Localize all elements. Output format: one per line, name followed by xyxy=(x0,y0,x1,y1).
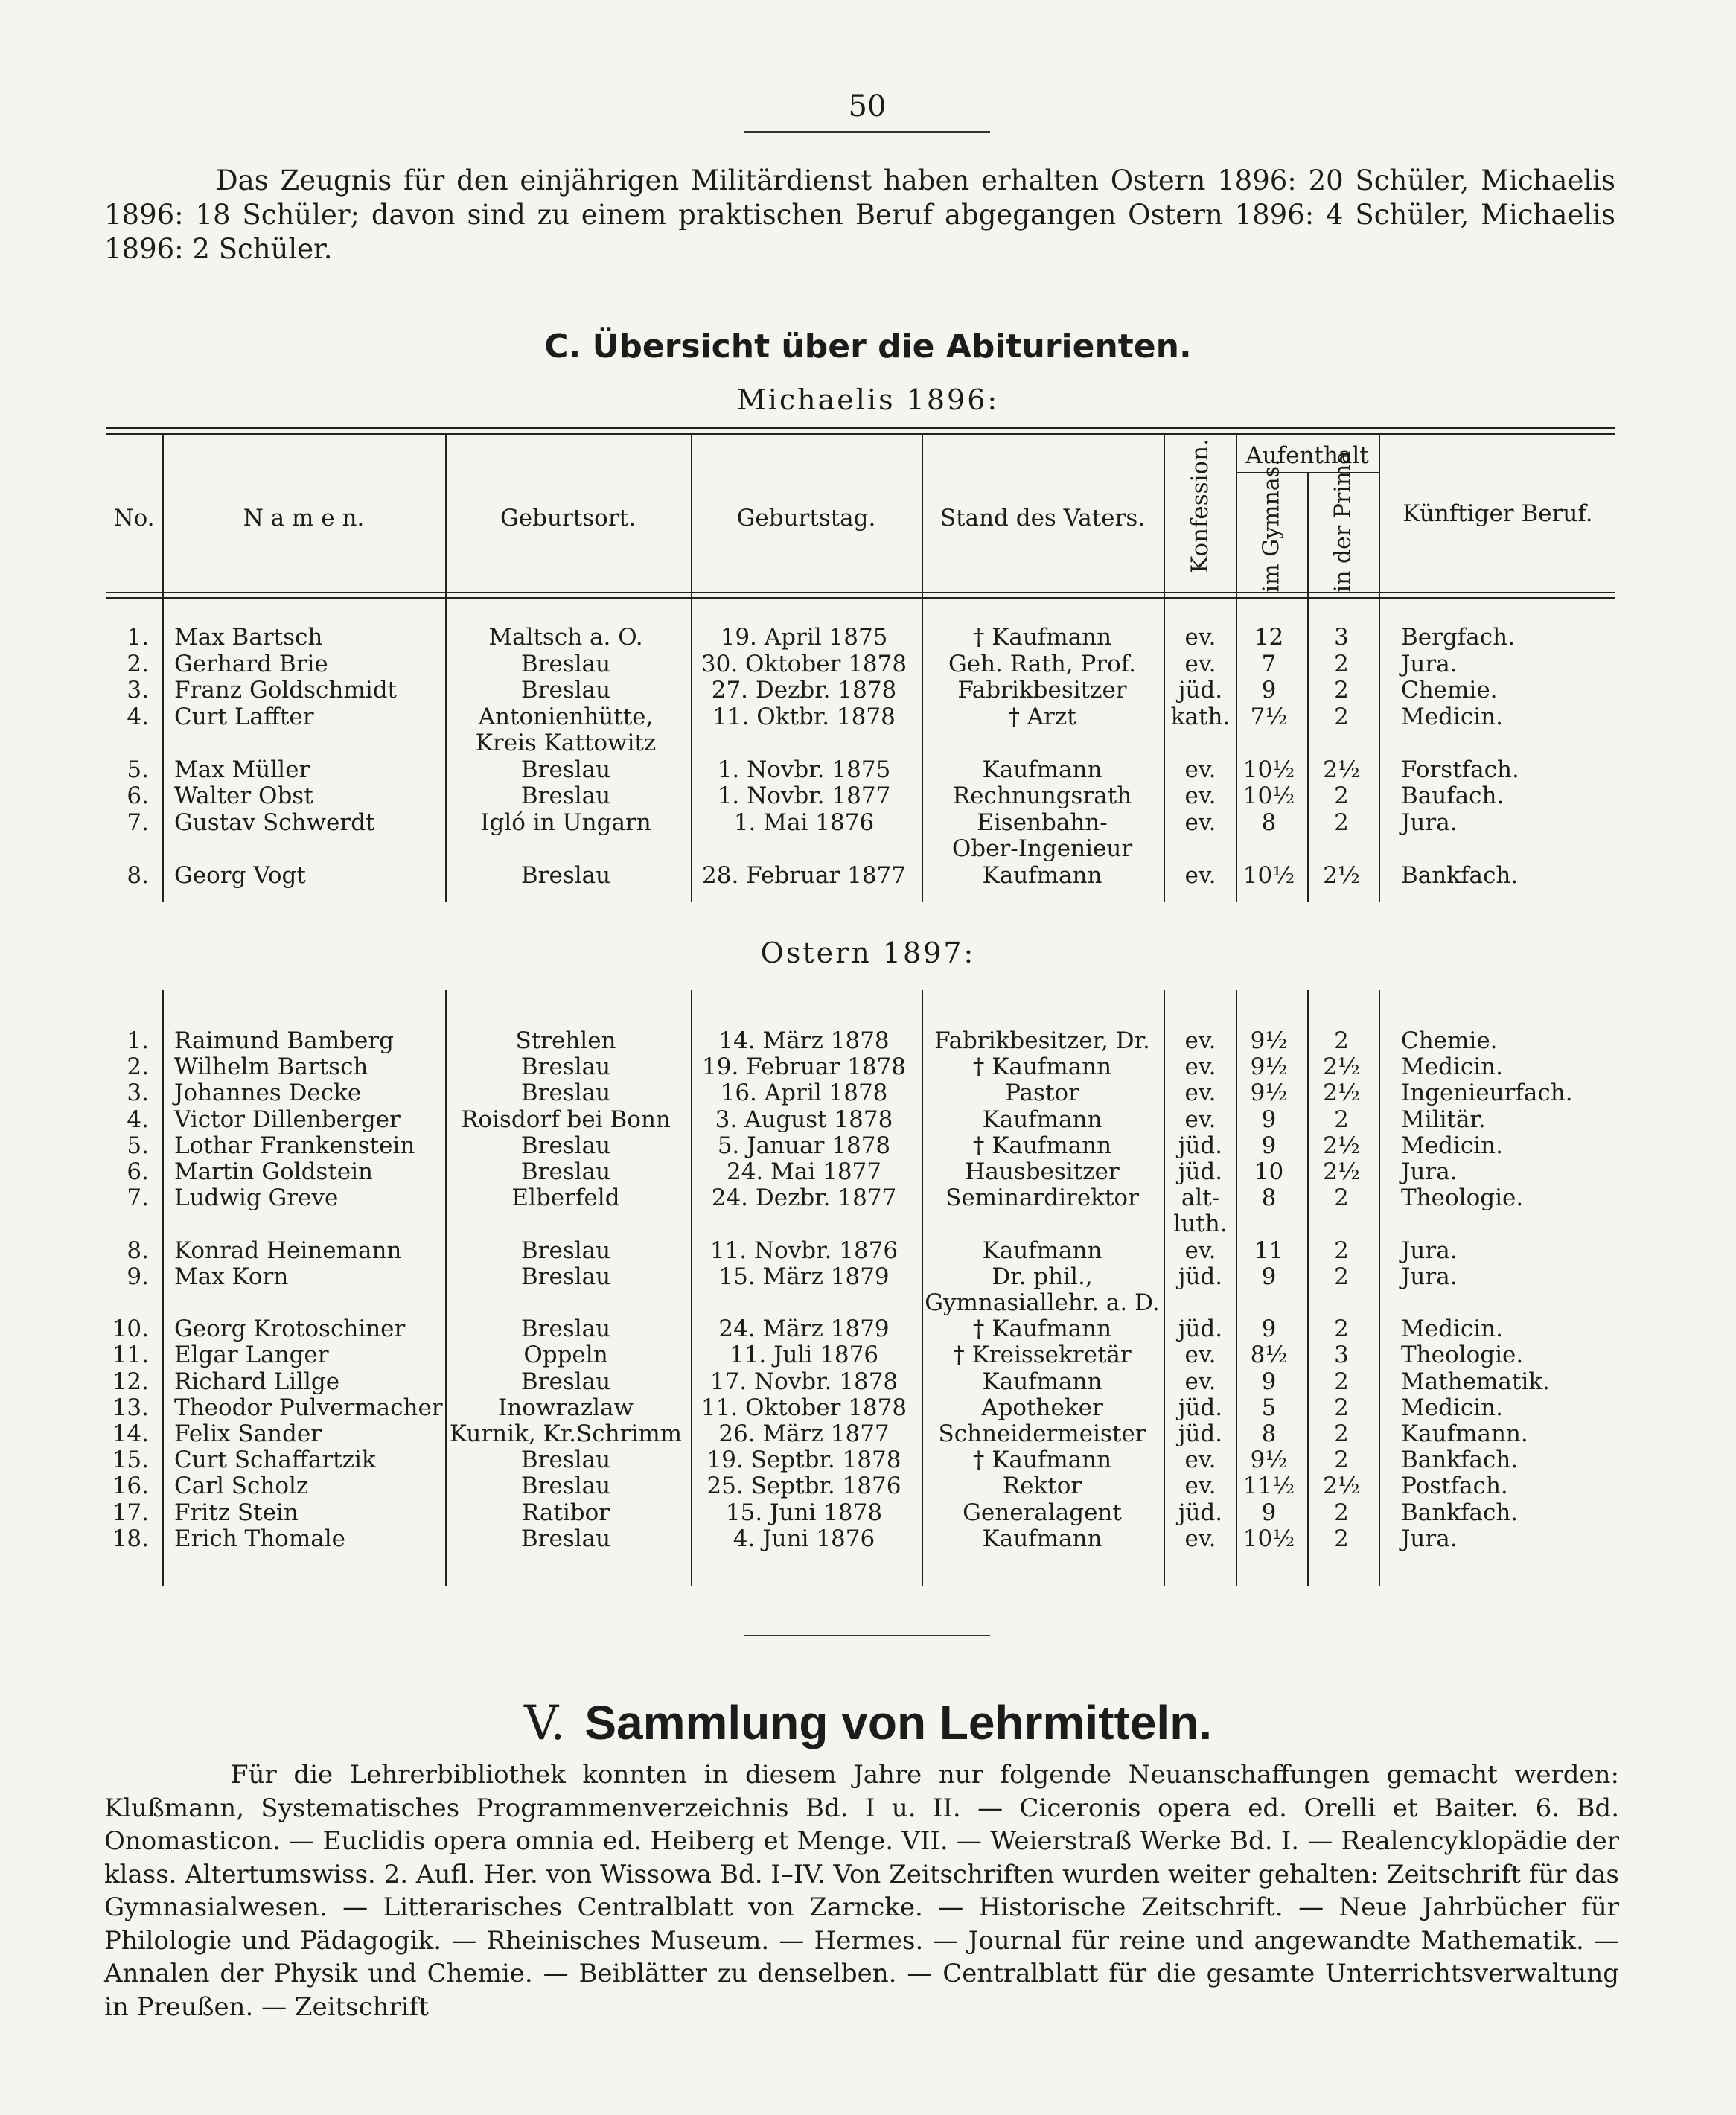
cell-tag: 3. August 1878 xyxy=(715,1106,893,1133)
cell-konf: ev. xyxy=(1184,1446,1216,1474)
cell-no: 7. xyxy=(127,1184,149,1212)
cell-beruf: Jura. xyxy=(1401,1263,1458,1290)
cell-name: Richard Lillge xyxy=(174,1368,340,1395)
cell-tag: 14. März 1878 xyxy=(718,1027,890,1054)
cell-pri: 2 xyxy=(1334,1394,1349,1421)
cell-beruf: Medicin. xyxy=(1401,1315,1503,1343)
table-row xyxy=(0,1106,1736,1133)
cell-stand: † Kaufmann xyxy=(972,1132,1112,1159)
cell-stand: Generalagent xyxy=(963,1499,1122,1526)
cell-pri: 2 xyxy=(1334,782,1349,809)
cell-pri: 2½ xyxy=(1323,1079,1360,1107)
cell-konf: ev. xyxy=(1184,1053,1216,1081)
cell-gym: 7 xyxy=(1261,650,1277,677)
cell-beruf: Jura. xyxy=(1401,808,1458,836)
cell-ort: Antonienhütte, xyxy=(478,703,654,730)
section-v-heading xyxy=(0,1695,1736,1751)
cell-gym: 5 xyxy=(1261,1394,1277,1421)
cell-gym: 10½ xyxy=(1242,782,1295,809)
cell-beruf: Bankfach. xyxy=(1401,1499,1519,1526)
cell-konf: ev. xyxy=(1184,1473,1216,1500)
table-row xyxy=(0,1210,1736,1237)
cell-konf: ev. xyxy=(1184,1106,1216,1133)
cell-ort: Breslau xyxy=(520,756,611,783)
cell-konf: ev. xyxy=(1184,624,1216,651)
header-konf: Konfession. xyxy=(1187,438,1213,573)
col-line xyxy=(1164,433,1165,597)
cell-pri: 2 xyxy=(1334,1368,1349,1395)
section-c-title: C. Übersicht über die Abiturienten. xyxy=(544,328,1192,366)
cell-no: 2. xyxy=(127,650,149,677)
cell-no: 3. xyxy=(127,1079,149,1107)
cell-beruf: Bankfach. xyxy=(1401,861,1519,889)
table-row xyxy=(0,782,1736,809)
cell-tag: 11. Oktober 1878 xyxy=(701,1394,907,1421)
cell-ort: Breslau xyxy=(520,1237,611,1264)
cell-stand: † Kreissekretär xyxy=(953,1342,1132,1369)
cell-konf: ev. xyxy=(1184,861,1216,889)
cell-beruf: Jura. xyxy=(1401,1237,1458,1264)
cell-no: 3. xyxy=(127,677,149,704)
cell-tag: 11. Juli 1876 xyxy=(729,1342,879,1369)
cell-gym: 9 xyxy=(1261,1315,1277,1343)
cell-name: Max Korn xyxy=(174,1263,289,1290)
table-row xyxy=(0,1184,1736,1211)
table-row xyxy=(0,1289,1736,1316)
cell-name: Carl Scholz xyxy=(174,1473,309,1500)
cell-gym: 9 xyxy=(1261,1499,1277,1526)
cell-stand: Rektor xyxy=(1002,1473,1082,1500)
cell-name: Gustav Schwerdt xyxy=(174,808,375,836)
cell-tag: 24. Mai 1877 xyxy=(726,1158,882,1185)
cell-ort: Breslau xyxy=(520,1079,611,1107)
cell-konf: ev. xyxy=(1184,782,1216,809)
cell-no: 2. xyxy=(127,1053,149,1081)
cell-stand: Kaufmann xyxy=(982,1525,1102,1552)
cell-beruf: Ingenieurfach. xyxy=(1401,1079,1573,1107)
cell-pri: 3 xyxy=(1334,624,1349,651)
cell-name: Martin Goldstein xyxy=(174,1158,374,1185)
cell-tag: 1. Novbr. 1875 xyxy=(717,756,891,783)
cell-name: Curt Laffter xyxy=(174,703,314,730)
cell-tag: 15. Juni 1878 xyxy=(725,1499,883,1526)
table-row xyxy=(0,809,1736,836)
cell-stand: Eisenbahn- xyxy=(977,808,1108,836)
header-pri: in der Prima xyxy=(1330,450,1356,593)
cell-beruf: Chemie. xyxy=(1401,677,1498,704)
cell-konf: jüd. xyxy=(1178,1394,1223,1421)
cell-beruf: Postfach. xyxy=(1401,1473,1508,1500)
cell-no: 10. xyxy=(112,1315,149,1343)
cell-konf: jüd. xyxy=(1178,1158,1223,1185)
cell-ort: Oppeln xyxy=(523,1342,608,1369)
cell-no: 6. xyxy=(127,1158,149,1185)
cell-name: Raimund Bamberg xyxy=(174,1027,394,1054)
cell-pri: 2 xyxy=(1334,1106,1349,1133)
cell-tag: 17. Novbr. 1878 xyxy=(709,1368,899,1395)
cell-ort: Igló in Ungarn xyxy=(480,808,651,836)
cell-name: Johannes Decke xyxy=(174,1079,362,1107)
cell-name: Konrad Heinemann xyxy=(174,1237,402,1264)
cell-no: 8. xyxy=(127,1237,149,1264)
cell-tag: 24. Dezbr. 1877 xyxy=(711,1184,897,1212)
cell-pri: 2 xyxy=(1334,1315,1349,1343)
page-number: 50 xyxy=(848,89,887,124)
lehrmittel-paragraph: Für die Lehrerbibliothek konnten in diesem Jahre nur folgende Neuanschaffungen gemacht werden: Klußmann, Systematisches Programmenverzeichnis Bd. I u. II. — Ciceronis opera ed. Orelli et Baiter. 6. Bd. Onomasticon. — Euclidis opera omnia ed. Heiberg et Menge. VII. — Weierstraß Werke Bd. I. — Realencyklopädie der klass. Altertumswiss. 2. Aufl. Her. von Wissowa Bd. I–IV. Von Zeitschriften wurden weiter gehalten: Zeitschrift für das Gymnasialwesen. — Litterarisches Centralblatt von Zarncke. — Historische Zeitschrift. — Neue Jahrbücher für Philologie und Pädagogik. — Rheinisches Museum. — Hermes. — Journal für reine und angewandte Mathematik. — Annalen der Physik und Chemie. — Beiblätter zu denselben. — Centralblatt für die gesamte Unterrichtsverwaltung in Preußen. — Zeitschrift xyxy=(104,1760,1619,2022)
cell-stand: Pastor xyxy=(1005,1079,1079,1107)
header-name: N a m e n. xyxy=(243,505,365,532)
header-gym: im Gymnas. xyxy=(1258,459,1285,593)
cell-gym: 9½ xyxy=(1250,1446,1288,1474)
cell-gym: 9 xyxy=(1261,1106,1277,1133)
cell-name: Lothar Frankenstein xyxy=(174,1132,415,1159)
header-ort: Geburtsort. xyxy=(500,505,636,532)
cell-stand: † Kaufmann xyxy=(972,1446,1112,1474)
cell-stand: Ober-Ingenieur xyxy=(951,835,1133,862)
cell-konf: jüd. xyxy=(1178,1132,1223,1159)
cell-stand: Rechnungsrath xyxy=(952,782,1132,809)
cell-tag: 15. März 1879 xyxy=(718,1263,890,1290)
cell-no: 1. xyxy=(127,1027,149,1054)
cell-pri: 2 xyxy=(1334,1237,1349,1264)
cell-ort: Breslau xyxy=(520,650,611,677)
cell-tag: 25. Septbr. 1876 xyxy=(706,1473,901,1500)
cell-gym: 9 xyxy=(1261,1132,1277,1159)
cell-no: 7. xyxy=(127,808,149,836)
cell-gym: 8 xyxy=(1261,1184,1277,1212)
cell-tag: 1. Mai 1876 xyxy=(733,808,875,836)
cell-no: 14. xyxy=(112,1420,149,1447)
table-row xyxy=(0,1420,1736,1447)
cell-stand: Kaufmann xyxy=(982,861,1102,889)
cell-tag: 26. März 1877 xyxy=(718,1420,890,1447)
cell-name: Fritz Stein xyxy=(174,1499,299,1526)
michaelis-label: Michaelis 1896: xyxy=(736,383,1000,416)
table-row xyxy=(0,677,1736,704)
cell-ort: Roisdorf bei Bonn xyxy=(461,1106,671,1133)
cell-gym: 9 xyxy=(1261,1368,1277,1395)
cell-gym: 9½ xyxy=(1250,1027,1288,1054)
cell-gym: 10½ xyxy=(1242,861,1295,889)
cell-pri: 2½ xyxy=(1323,1473,1360,1500)
cell-ort: Breslau xyxy=(520,1525,611,1552)
cell-ort: Kreis Kattowitz xyxy=(475,730,657,756)
cell-gym: 11½ xyxy=(1242,1473,1295,1500)
cell-name: Curt Schaffartzik xyxy=(174,1446,376,1474)
cell-tag: 1. Novbr. 1877 xyxy=(717,782,891,809)
cell-pri: 2½ xyxy=(1323,756,1360,783)
header-aufenthalt: Aufenthalt xyxy=(1245,442,1369,469)
cell-tag: 11. Oktbr. 1878 xyxy=(712,703,896,730)
table-row xyxy=(0,730,1736,756)
cell-gym: 9 xyxy=(1261,1263,1277,1290)
cell-gym: 7½ xyxy=(1250,703,1288,730)
cell-konf: ev. xyxy=(1184,808,1216,836)
cell-ort: Inowrazlaw xyxy=(498,1394,634,1421)
cell-konf: ev. xyxy=(1184,1342,1216,1369)
cell-konf: jüd. xyxy=(1178,677,1223,704)
cell-ort: Breslau xyxy=(520,782,611,809)
table-row xyxy=(0,1473,1736,1499)
cell-name: Georg Vogt xyxy=(174,861,306,889)
header-rule xyxy=(744,131,990,133)
cell-stand: Fabrikbesitzer xyxy=(957,677,1127,704)
cell-gym: 11 xyxy=(1254,1237,1284,1264)
cell-konf: ev. xyxy=(1184,1368,1216,1395)
cell-ort: Breslau xyxy=(520,1446,611,1474)
cell-pri: 2 xyxy=(1334,1420,1349,1447)
cell-no: 5. xyxy=(127,1132,149,1159)
cell-stand: † Kaufmann xyxy=(972,624,1112,651)
table-row xyxy=(0,1237,1736,1264)
cell-ort: Breslau xyxy=(520,1368,611,1395)
cell-konf: ev. xyxy=(1184,756,1216,783)
cell-name: Erich Thomale xyxy=(174,1525,345,1552)
cell-no: 6. xyxy=(127,782,149,809)
header-no: No. xyxy=(113,505,155,532)
table-row xyxy=(0,651,1736,677)
cell-no: 17. xyxy=(112,1499,149,1526)
table-top-rule xyxy=(106,427,1615,429)
cell-gym: 10 xyxy=(1254,1158,1284,1185)
cell-pri: 2 xyxy=(1334,1446,1349,1474)
table-row xyxy=(0,1132,1736,1159)
cell-pri: 2 xyxy=(1334,808,1349,836)
cell-ort: Breslau xyxy=(520,1132,611,1159)
cell-pri: 2 xyxy=(1334,1499,1349,1526)
cell-no: 15. xyxy=(112,1446,149,1474)
cell-pri: 2 xyxy=(1334,703,1349,730)
cell-beruf: Forstfach. xyxy=(1401,756,1519,783)
cell-gym: 9½ xyxy=(1250,1053,1288,1081)
cell-gym: 8½ xyxy=(1250,1342,1288,1369)
cell-tag: 11. Novbr. 1876 xyxy=(709,1237,899,1264)
cell-name: Gerhard Brie xyxy=(174,650,328,677)
cell-name: Felix Sander xyxy=(174,1420,322,1447)
cell-no: 16. xyxy=(112,1473,149,1500)
cell-stand: Fabrikbesitzer, Dr. xyxy=(934,1027,1150,1054)
cell-pri: 2½ xyxy=(1323,1132,1360,1159)
cell-name: Georg Krotoschiner xyxy=(174,1315,406,1343)
cell-beruf: Bankfach. xyxy=(1401,1446,1519,1474)
cell-no: 12. xyxy=(112,1368,149,1395)
header-tag: Geburtstag. xyxy=(736,505,876,532)
cell-pri: 2½ xyxy=(1323,861,1360,889)
table-row xyxy=(0,1315,1736,1342)
cell-stand: Geh. Rath, Prof. xyxy=(948,650,1136,677)
cell-konf: ev. xyxy=(1184,1027,1216,1054)
cell-pri: 2 xyxy=(1334,1184,1349,1212)
cell-no: 4. xyxy=(127,1106,149,1133)
cell-beruf: Medicin. xyxy=(1401,703,1503,730)
cell-beruf: Jura. xyxy=(1401,650,1458,677)
cell-no: 11. xyxy=(112,1342,149,1369)
cell-name: Max Müller xyxy=(174,756,310,783)
header-bottom-rule xyxy=(106,592,1615,593)
cell-pri: 2½ xyxy=(1323,1053,1360,1081)
header-beruf: Künftiger Beruf. xyxy=(1402,500,1593,527)
cell-gym: 9½ xyxy=(1250,1079,1288,1107)
cell-pri: 2 xyxy=(1334,677,1349,704)
cell-konf: ev. xyxy=(1184,650,1216,677)
cell-pri: 2 xyxy=(1334,1263,1349,1290)
cell-konf: alt- xyxy=(1181,1184,1220,1212)
cell-tag: 28. Februar 1877 xyxy=(702,861,906,889)
cell-beruf: Bergfach. xyxy=(1401,624,1515,651)
cell-gym: 12 xyxy=(1254,624,1284,651)
table-row xyxy=(0,1079,1736,1106)
cell-beruf: Baufach. xyxy=(1401,782,1504,809)
cell-no: 4. xyxy=(127,703,149,730)
cell-gym: 8 xyxy=(1261,1420,1277,1447)
cell-konf: jüd. xyxy=(1178,1315,1223,1343)
cell-konf: ev. xyxy=(1184,1237,1216,1264)
cell-no: 13. xyxy=(112,1394,149,1421)
cell-konf: ev. xyxy=(1184,1525,1216,1552)
cell-gym: 10½ xyxy=(1242,1525,1295,1552)
cell-stand: † Kaufmann xyxy=(972,1053,1112,1081)
cell-stand: Hausbesitzer xyxy=(965,1158,1120,1185)
cell-ort: Ratibor xyxy=(521,1499,610,1526)
table-row xyxy=(0,1027,1736,1054)
table-row xyxy=(0,704,1736,730)
table-row xyxy=(0,1368,1736,1395)
cell-beruf: Medicin. xyxy=(1401,1394,1503,1421)
table-row xyxy=(0,1446,1736,1473)
cell-stand: Seminardirektor xyxy=(945,1184,1139,1212)
cell-tag: 19. Septbr. 1878 xyxy=(706,1446,901,1474)
cell-beruf: Medicin. xyxy=(1401,1053,1503,1081)
section-divider-rule xyxy=(744,1635,990,1636)
table-row xyxy=(0,835,1736,862)
cell-tag: 5. Januar 1878 xyxy=(717,1132,891,1159)
cell-name: Walter Obst xyxy=(174,782,313,809)
cell-gym: 8 xyxy=(1261,808,1277,836)
table-row xyxy=(0,1342,1736,1368)
cell-pri: 2 xyxy=(1334,1027,1349,1054)
cell-name: Theodor Pulvermacher xyxy=(174,1394,443,1421)
cell-konf: ev. xyxy=(1184,1079,1216,1107)
cell-beruf: Kaufmann. xyxy=(1401,1420,1528,1447)
header-bottom-rule-2 xyxy=(106,597,1615,599)
table-row xyxy=(0,756,1736,783)
cell-name: Ludwig Greve xyxy=(174,1184,339,1212)
cell-stand: Gymnasiallehr. a. D. xyxy=(925,1289,1160,1316)
table-row xyxy=(0,1158,1736,1185)
cell-pri: 2 xyxy=(1334,1525,1349,1552)
cell-tag: 27. Dezbr. 1878 xyxy=(711,677,897,704)
cell-stand: Schneidermeister xyxy=(938,1420,1146,1447)
cell-no: 5. xyxy=(127,756,149,783)
cell-gym: 9 xyxy=(1261,677,1277,704)
table-row xyxy=(0,1525,1736,1552)
table-row xyxy=(0,1394,1736,1421)
cell-beruf: Jura. xyxy=(1401,1525,1458,1552)
col-line xyxy=(1307,473,1309,597)
cell-ort: Elberfeld xyxy=(511,1184,620,1212)
cell-name: Victor Dillenberger xyxy=(174,1106,401,1133)
cell-name: Elgar Langer xyxy=(174,1342,329,1369)
cell-tag: 16. April 1878 xyxy=(720,1079,888,1107)
table-top-rule-2 xyxy=(106,433,1615,435)
cell-no: 1. xyxy=(127,624,149,651)
cell-tag: 4. Juni 1876 xyxy=(733,1525,875,1552)
cell-pri: 2 xyxy=(1334,650,1349,677)
cell-ort: Breslau xyxy=(520,861,611,889)
cell-konf: jüd. xyxy=(1178,1263,1223,1290)
cell-no: 18. xyxy=(112,1525,149,1552)
header-stand: Stand des Vaters. xyxy=(939,505,1146,532)
table-row xyxy=(0,1499,1736,1526)
cell-ort: Breslau xyxy=(520,1053,611,1081)
cell-ort: Breslau xyxy=(520,1263,611,1290)
cell-konf: jüd. xyxy=(1178,1420,1223,1447)
table-row xyxy=(0,1053,1736,1080)
cell-beruf: Medicin. xyxy=(1401,1132,1503,1159)
table-row xyxy=(0,1263,1736,1290)
cell-stand: † Kaufmann xyxy=(972,1315,1112,1343)
cell-ort: Breslau xyxy=(520,1315,611,1343)
section-v-title: Sammlung von Lehrmitteln. xyxy=(584,1696,1213,1749)
cell-stand: † Arzt xyxy=(1008,703,1076,730)
section-v-number: V. xyxy=(523,1696,566,1751)
cell-beruf: Chemie. xyxy=(1401,1027,1498,1054)
aufenthalt-rule xyxy=(1236,472,1379,473)
cell-ort: Breslau xyxy=(520,677,611,704)
cell-gym: 10½ xyxy=(1242,756,1295,783)
cell-beruf: Jura. xyxy=(1401,1158,1458,1185)
cell-tag: 19. Februar 1878 xyxy=(702,1053,906,1081)
cell-stand: Kaufmann xyxy=(982,756,1102,783)
cell-beruf: Militär. xyxy=(1401,1106,1486,1133)
cell-ort: Kurnik, Kr.Schrimm xyxy=(449,1420,683,1447)
ostern-label: Ostern 1897: xyxy=(760,937,976,969)
cell-pri: 3 xyxy=(1334,1342,1349,1369)
cell-konf: kath. xyxy=(1170,703,1231,730)
cell-no: 8. xyxy=(127,861,149,889)
cell-beruf: Mathematik. xyxy=(1401,1368,1550,1395)
cell-name: Franz Goldschmidt xyxy=(174,677,397,704)
cell-pri: 2½ xyxy=(1323,1158,1360,1185)
cell-stand: Kaufmann xyxy=(982,1368,1102,1395)
cell-stand: Kaufmann xyxy=(982,1237,1102,1264)
cell-ort: Breslau xyxy=(520,1158,611,1185)
cell-tag: 24. März 1879 xyxy=(718,1315,890,1343)
cell-no: 9. xyxy=(127,1263,149,1290)
cell-name: Wilhelm Bartsch xyxy=(174,1053,368,1081)
cell-tag: 19. April 1875 xyxy=(720,624,888,651)
table-row xyxy=(0,624,1736,651)
cell-ort: Strehlen xyxy=(515,1027,616,1054)
cell-stand: Kaufmann xyxy=(982,1106,1102,1133)
cell-tag: 30. Oktober 1878 xyxy=(701,650,907,677)
cell-beruf: Theologie. xyxy=(1401,1184,1524,1212)
cell-ort: Maltsch a. O. xyxy=(488,624,643,651)
cell-beruf: Theologie. xyxy=(1401,1342,1524,1369)
cell-stand: Apotheker xyxy=(981,1394,1103,1421)
cell-stand: Dr. phil., xyxy=(992,1263,1093,1290)
cell-konf: jüd. xyxy=(1178,1499,1223,1526)
cell-name: Max Bartsch xyxy=(174,624,323,651)
cell-ort: Breslau xyxy=(520,1473,611,1500)
intro-paragraph: Das Zeugnis für den einjährigen Militärdienst haben erhalten Ostern 1896: 20 Schüler, Michaelis 1896: 18 Schüler; davon sind zu einem praktischen Beruf abgegangen Ostern 1896: 4 Schüler, Michaelis 1896: 2 Schüler. xyxy=(104,165,1615,265)
table-row xyxy=(0,862,1736,889)
cell-konf: luth. xyxy=(1173,1210,1228,1238)
